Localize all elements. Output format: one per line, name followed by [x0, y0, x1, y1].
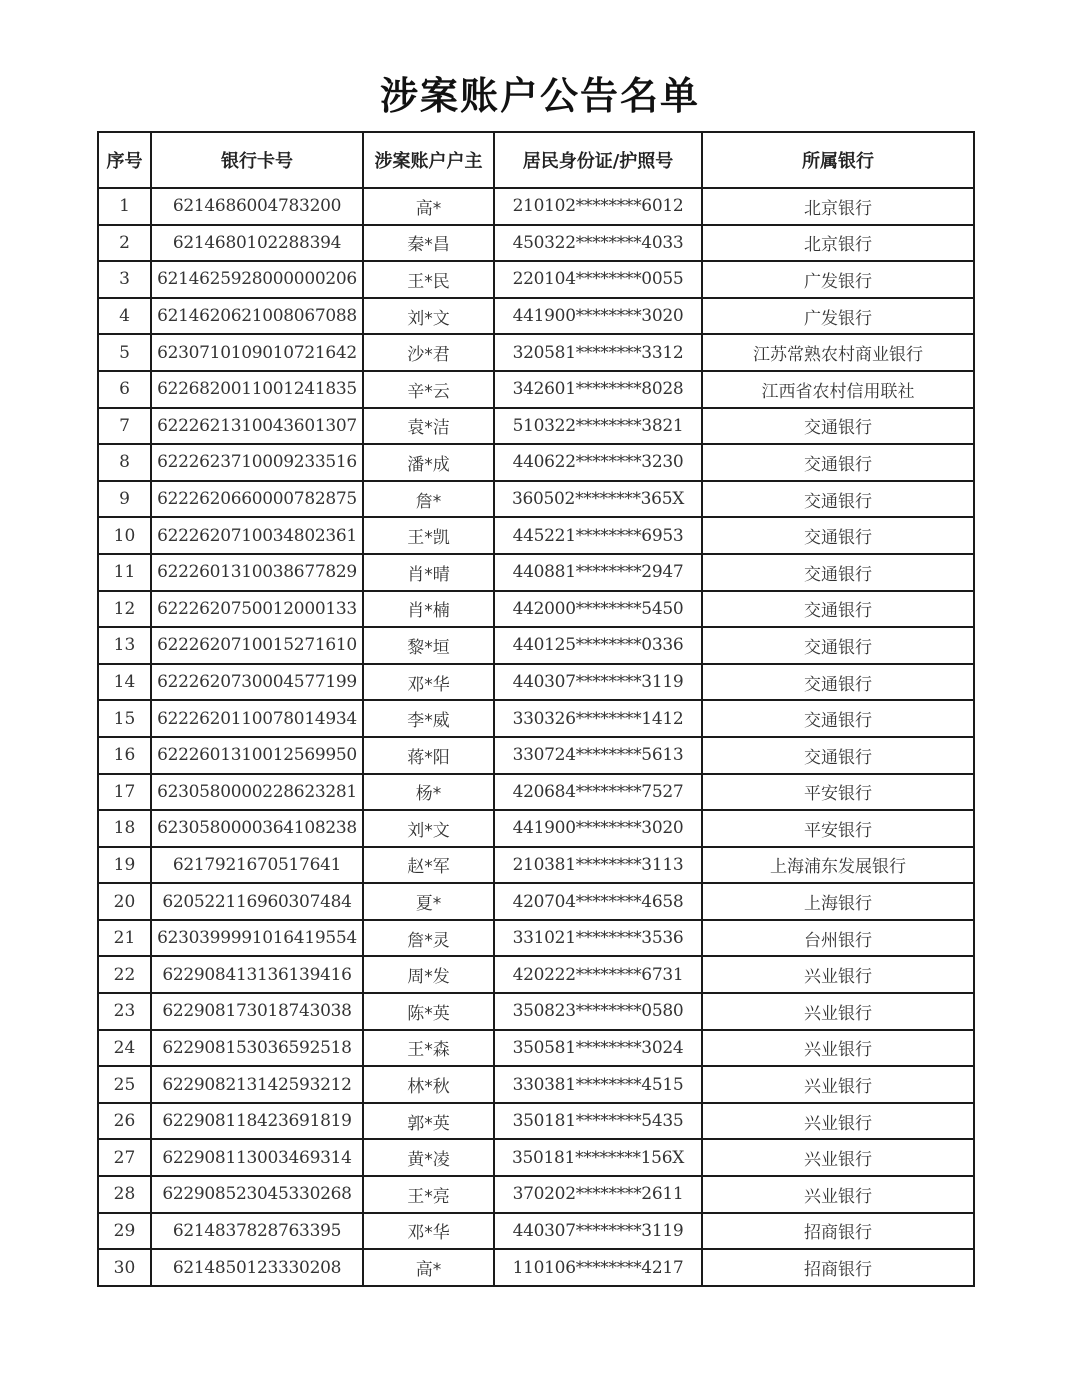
table-row: [98, 298, 974, 335]
header-account-owner: 涉案账户户主: [363, 132, 494, 188]
id-number: 330724********5613: [494, 737, 702, 774]
bank-name: 兴业银行: [702, 1103, 974, 1140]
account-owner: 黎*垣: [363, 627, 494, 664]
row-seq: 30: [98, 1249, 151, 1286]
id-number: 350823********0580: [494, 993, 702, 1030]
account-owner: 肖*晴: [363, 554, 494, 591]
id-number: 350181********156X: [494, 1139, 702, 1176]
id-number: 350181********5435: [494, 1103, 702, 1140]
row-seq: 26: [98, 1103, 151, 1140]
row-seq: 28: [98, 1176, 151, 1213]
bank-card-number: 6222620110078014934: [151, 700, 363, 737]
table-row: [98, 591, 974, 628]
bank-name: 交通银行: [702, 591, 974, 628]
row-seq: 4: [98, 298, 151, 335]
row-seq: 27: [98, 1139, 151, 1176]
table-row: [98, 993, 974, 1030]
account-owner: 辛*云: [363, 371, 494, 408]
bank-card-number: 6222620710034802361: [151, 517, 363, 554]
id-number: 370202********2611: [494, 1176, 702, 1213]
account-owner: 刘*文: [363, 810, 494, 847]
account-owner: 王*森: [363, 1030, 494, 1067]
account-owner: 李*威: [363, 700, 494, 737]
bank-name: 交通银行: [702, 554, 974, 591]
bank-card-number: 6214620621008067088: [151, 298, 363, 335]
bank-name: 交通银行: [702, 664, 974, 701]
bank-name: 广发银行: [702, 261, 974, 298]
table-row: [98, 261, 974, 298]
row-seq: 22: [98, 956, 151, 993]
table-row: [98, 847, 974, 884]
account-owner: 袁*洁: [363, 408, 494, 445]
account-owner: 刘*文: [363, 298, 494, 335]
table-row: [98, 956, 974, 993]
header-seq: 序号: [98, 132, 151, 188]
id-number: 441900********3020: [494, 298, 702, 335]
id-number: 360502********365X: [494, 481, 702, 518]
bank-card-number: 622908173018743038: [151, 993, 363, 1030]
account-owner: 王*亮: [363, 1176, 494, 1213]
account-owner: 沙*君: [363, 334, 494, 371]
bank-card-number: 6226820011001241835: [151, 371, 363, 408]
bank-card-number: 622908213142593212: [151, 1066, 363, 1103]
account-owner: 肖*楠: [363, 591, 494, 628]
row-seq: 10: [98, 517, 151, 554]
id-number: 510322********3821: [494, 408, 702, 445]
row-seq: 3: [98, 261, 151, 298]
account-owner: 周*发: [363, 956, 494, 993]
account-owner: 黄*凌: [363, 1139, 494, 1176]
table-row: [98, 1139, 974, 1176]
table-row: [98, 737, 974, 774]
bank-card-number: 6214680102288394: [151, 225, 363, 262]
bank-name: 招商银行: [702, 1249, 974, 1286]
account-owner: 王*凯: [363, 517, 494, 554]
page-title: 涉案账户公告名单: [379, 74, 700, 118]
row-seq: 2: [98, 225, 151, 262]
bank-card-number: 6214837828763395: [151, 1213, 363, 1250]
bank-name: 上海银行: [702, 883, 974, 920]
id-number: 440307********3119: [494, 664, 702, 701]
bank-name: 兴业银行: [702, 1176, 974, 1213]
id-number: 210102********6012: [494, 188, 702, 225]
table-row: [98, 334, 974, 371]
account-owner: 詹*灵: [363, 920, 494, 957]
table-row: [98, 408, 974, 445]
table-row: [98, 664, 974, 701]
bank-card-number: 622908118423691819: [151, 1103, 363, 1140]
row-seq: 5: [98, 334, 151, 371]
bank-name: 兴业银行: [702, 1139, 974, 1176]
table-row: [98, 627, 974, 664]
bank-name: 江西省农村信用联社: [702, 371, 974, 408]
row-seq: 9: [98, 481, 151, 518]
table-row: [98, 774, 974, 811]
row-seq: 20: [98, 883, 151, 920]
bank-card-number: 6222620660000782875: [151, 481, 363, 518]
row-seq: 29: [98, 1213, 151, 1250]
table-row: [98, 1066, 974, 1103]
row-seq: 25: [98, 1066, 151, 1103]
bank-card-number: 6214686004783200: [151, 188, 363, 225]
bank-card-number: 6222620750012000133: [151, 591, 363, 628]
bank-name: 上海浦东发展银行: [702, 847, 974, 884]
account-owner: 潘*成: [363, 444, 494, 481]
account-owner: 高*: [363, 1249, 494, 1286]
id-number: 420704********4658: [494, 883, 702, 920]
account-owner: 夏*: [363, 883, 494, 920]
account-owner: 詹*: [363, 481, 494, 518]
table-row: [98, 1103, 974, 1140]
id-number: 440125********0336: [494, 627, 702, 664]
bank-name: 兴业银行: [702, 1030, 974, 1067]
row-seq: 17: [98, 774, 151, 811]
table-row: [98, 1249, 974, 1286]
bank-card-number: 622908413136139416: [151, 956, 363, 993]
id-number: 420684********7527: [494, 774, 702, 811]
header-id-number: 居民身份证/护照号: [494, 132, 702, 188]
account-owner: 赵*军: [363, 847, 494, 884]
row-seq: 11: [98, 554, 151, 591]
bank-card-number: 6230710109010721642: [151, 334, 363, 371]
id-number: 440881********2947: [494, 554, 702, 591]
bank-card-number: 6222623710009233516: [151, 444, 363, 481]
account-owner: 郭*英: [363, 1103, 494, 1140]
bank-card-number: 6222620710015271610: [151, 627, 363, 664]
id-number: 331021********3536: [494, 920, 702, 957]
account-owner: 邓*华: [363, 1213, 494, 1250]
bank-card-number: 620522116960307484: [151, 883, 363, 920]
bank-card-number: 622908153036592518: [151, 1030, 363, 1067]
id-number: 110106********4217: [494, 1249, 702, 1286]
table-row: [98, 481, 974, 518]
row-seq: 6: [98, 371, 151, 408]
bank-name: 北京银行: [702, 188, 974, 225]
bank-card-number: 6222601310038677829: [151, 554, 363, 591]
id-number: 342601********8028: [494, 371, 702, 408]
table-row: [98, 1213, 974, 1250]
bank-card-number: 6214850123330208: [151, 1249, 363, 1286]
table-row: [98, 700, 974, 737]
account-owner: 陈*英: [363, 993, 494, 1030]
id-number: 445221********6953: [494, 517, 702, 554]
table-row: [98, 225, 974, 262]
row-seq: 14: [98, 664, 151, 701]
row-seq: 12: [98, 591, 151, 628]
bank-name: 兴业银行: [702, 993, 974, 1030]
bank-card-number: 622908523045330268: [151, 1176, 363, 1213]
table-row: [98, 1176, 974, 1213]
id-number: 220104********0055: [494, 261, 702, 298]
bank-card-number: 6230580000228623281: [151, 774, 363, 811]
bank-name: 交通银行: [702, 444, 974, 481]
row-seq: 1: [98, 188, 151, 225]
table-row: [98, 188, 974, 225]
id-number: 330381********4515: [494, 1066, 702, 1103]
table-row: [98, 1030, 974, 1067]
row-seq: 19: [98, 847, 151, 884]
row-seq: 24: [98, 1030, 151, 1067]
bank-name: 交通银行: [702, 481, 974, 518]
bank-card-number: 6230399991016419554: [151, 920, 363, 957]
bank-name: 交通银行: [702, 408, 974, 445]
bank-name: 交通银行: [702, 700, 974, 737]
bank-name: 平安银行: [702, 774, 974, 811]
id-number: 440622********3230: [494, 444, 702, 481]
account-owner: 邓*华: [363, 664, 494, 701]
bank-name: 交通银行: [702, 517, 974, 554]
bank-name: 兴业银行: [702, 956, 974, 993]
row-seq: 21: [98, 920, 151, 957]
account-owner: 杨*: [363, 774, 494, 811]
id-number: 350581********3024: [494, 1030, 702, 1067]
row-seq: 23: [98, 993, 151, 1030]
id-number: 210381********3113: [494, 847, 702, 884]
table-header-row: [98, 132, 974, 188]
table-row: [98, 517, 974, 554]
account-owner: 王*民: [363, 261, 494, 298]
row-seq: 18: [98, 810, 151, 847]
bank-card-number: 6214625928000000206: [151, 261, 363, 298]
bank-name: 台州银行: [702, 920, 974, 957]
table-body: [98, 188, 974, 1286]
row-seq: 16: [98, 737, 151, 774]
header-bank: 所属银行: [702, 132, 974, 188]
id-number: 320581********3312: [494, 334, 702, 371]
account-notice-table: [97, 131, 975, 1287]
table-row: [98, 371, 974, 408]
bank-card-number: 6230580000364108238: [151, 810, 363, 847]
id-number: 440307********3119: [494, 1213, 702, 1250]
bank-card-number: 6222621310043601307: [151, 408, 363, 445]
table-row: [98, 920, 974, 957]
table-row: [98, 554, 974, 591]
bank-name: 广发银行: [702, 298, 974, 335]
id-number: 330326********1412: [494, 700, 702, 737]
account-owner: 林*秋: [363, 1066, 494, 1103]
bank-card-number: 6222601310012569950: [151, 737, 363, 774]
bank-card-number: 622908113003469314: [151, 1139, 363, 1176]
bank-card-number: 6217921670517641: [151, 847, 363, 884]
row-seq: 8: [98, 444, 151, 481]
row-seq: 7: [98, 408, 151, 445]
bank-name: 兴业银行: [702, 1066, 974, 1103]
bank-name: 交通银行: [702, 627, 974, 664]
account-owner: 蒋*阳: [363, 737, 494, 774]
bank-name: 招商银行: [702, 1213, 974, 1250]
id-number: 420222********6731: [494, 956, 702, 993]
table-row: [98, 444, 974, 481]
bank-name: 北京银行: [702, 225, 974, 262]
row-seq: 15: [98, 700, 151, 737]
bank-name: 江苏常熟农村商业银行: [702, 334, 974, 371]
table-row: [98, 810, 974, 847]
table-row: [98, 883, 974, 920]
bank-card-number: 6222620730004577199: [151, 664, 363, 701]
id-number: 450322********4033: [494, 225, 702, 262]
bank-name: 平安银行: [702, 810, 974, 847]
id-number: 442000********5450: [494, 591, 702, 628]
id-number: 441900********3020: [494, 810, 702, 847]
bank-name: 交通银行: [702, 737, 974, 774]
account-owner: 秦*昌: [363, 225, 494, 262]
account-owner: 高*: [363, 188, 494, 225]
row-seq: 13: [98, 627, 151, 664]
header-card-number: 银行卡号: [151, 132, 363, 188]
